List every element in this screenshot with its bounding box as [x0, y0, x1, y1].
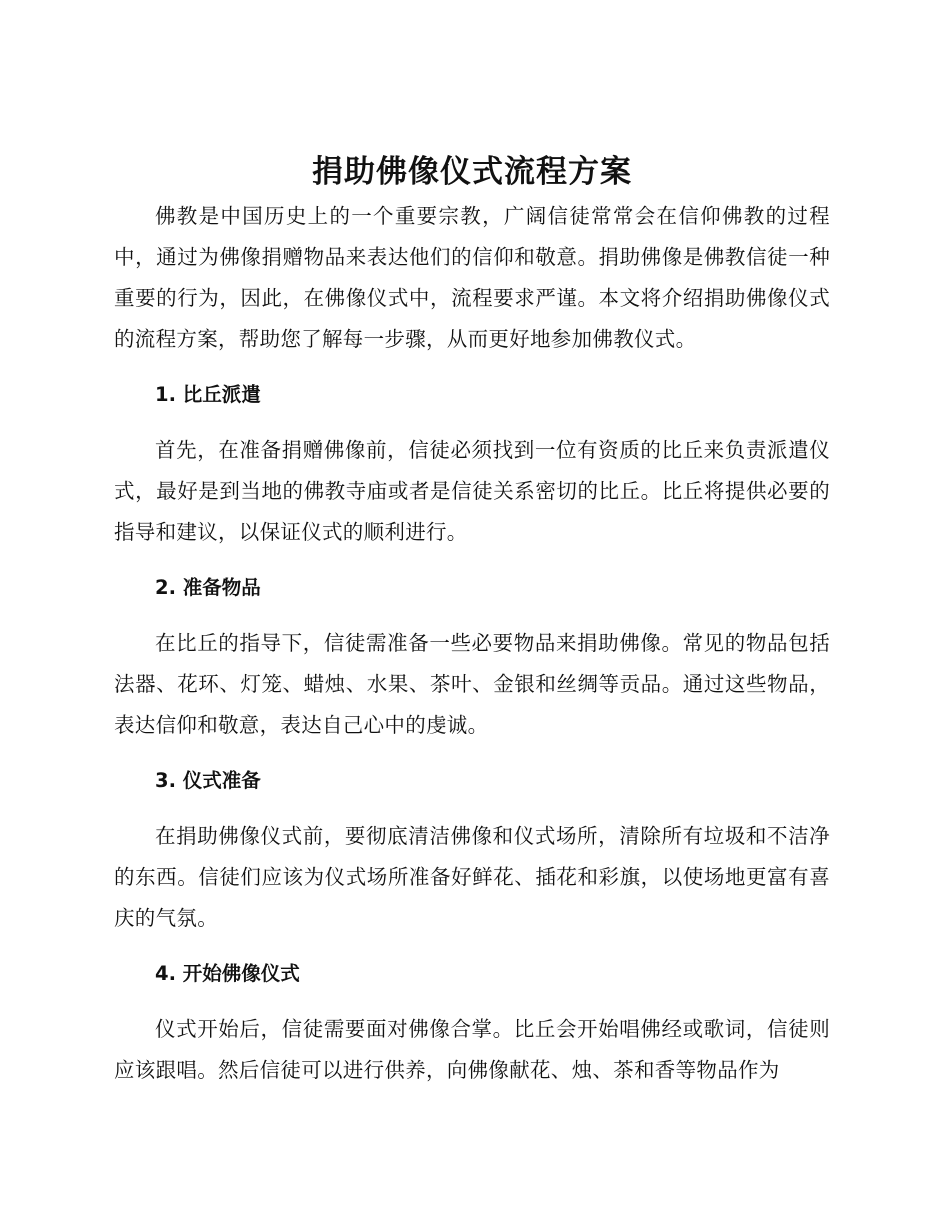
section-body-1: 首先，在准备捐赠佛像前，信徒必须找到一位有资质的比丘来负责派遣仪式，最好是到当地的佛教寺庙或者是信徒关系密切的比丘。比丘将提供必要的指导和建议，以保证仪式的顺利进行。: [114, 438, 830, 544]
section-heading-2: 2. 准备物品: [155, 576, 261, 599]
section-body-2: 在比丘的指导下，信徒需准备一些必要物品来捐助佛像。常见的物品包括法器、花环、灯笼、蜡烛、水果、茶叶、金银和丝绸等贡品。通过这些物品，表达信仰和敬意，表达自己心中的虔诚。: [114, 631, 830, 737]
section-body-4: 仪式开始后，信徒需要面对佛像合掌。比丘会开始唱佛经或歌词，信徒则应该跟唱。然后信徒可以进行供养，向佛像献花、烛、茶和香等物品作为: [114, 1017, 830, 1082]
document-page: [114, 150, 830, 1091]
intro-paragraph: 佛教是中国历史上的一个重要宗教，广阔信徒常常会在信仰佛教的过程中，通过为佛像捐赠物品来表达他们的信仰和敬意。捐助佛像是佛教信徒一种重要的行为，因此，在佛像仪式中，流程要求严谨。本文将介绍捐助佛像仪式的流程方案，帮助您了解每一步骤，从而更好地参加佛教仪式。: [114, 204, 830, 351]
section-heading-1: 1. 比丘派遣: [155, 383, 261, 406]
section-body-3: 在捐助佛像仪式前，要彻底清洁佛像和仪式场所，清除所有垃圾和不洁净的东西。信徒们应该为仪式场所准备好鲜花、插花和彩旗，以使场地更富有喜庆的气氛。: [114, 824, 830, 930]
section-heading-3: 3. 仪式准备: [155, 769, 261, 792]
document-title: 捐助佛像仪式流程方案: [312, 154, 632, 190]
section-heading-4: 4. 开始佛像仪式: [155, 962, 300, 985]
